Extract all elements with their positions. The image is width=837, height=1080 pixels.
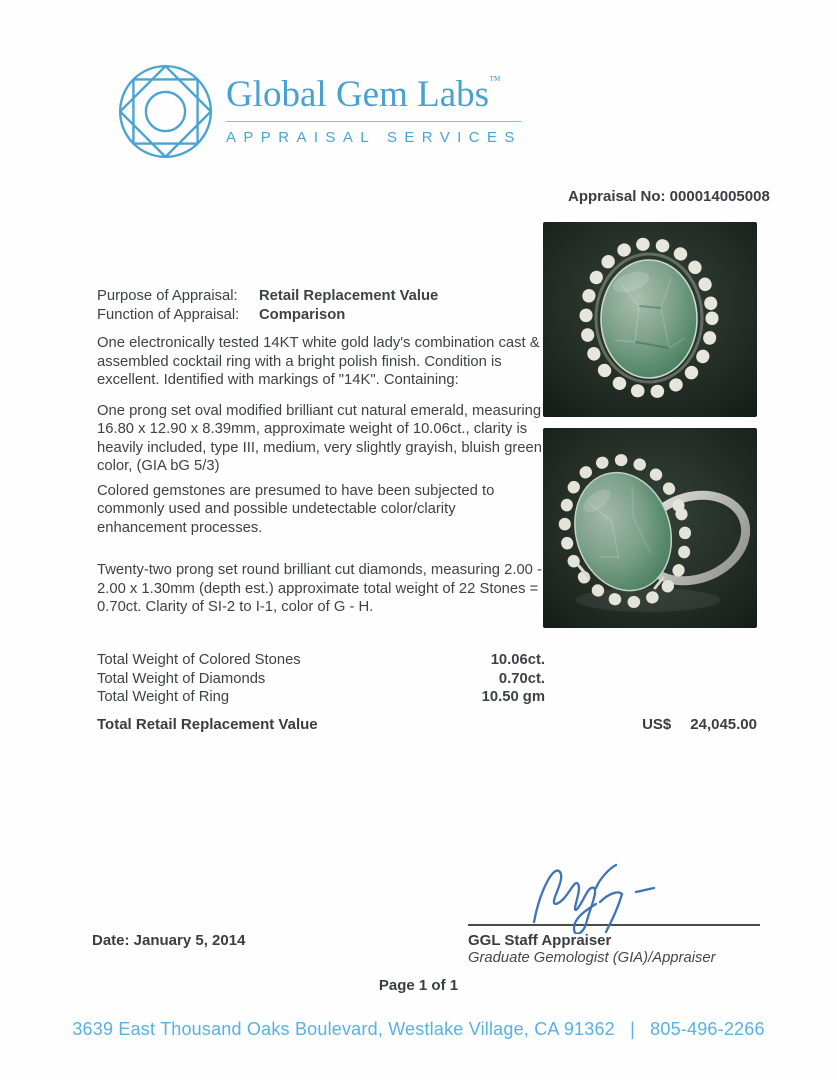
purpose-row — [97, 287, 549, 306]
brand-name-text: Global Gem Labs — [226, 74, 490, 115]
purpose-value: Retail Replacement Value — [259, 288, 439, 304]
ring-photo-side-view — [543, 428, 757, 628]
ring-weight-row — [97, 688, 545, 707]
weight-totals — [97, 651, 545, 707]
brand-logo — [116, 62, 522, 161]
brand-text — [226, 62, 522, 161]
colored-stones-weight-value: 10.06ct. — [490, 652, 545, 668]
function-label: Function of Appraisal: — [97, 306, 240, 323]
ring-weight-label: Total Weight of Ring — [97, 689, 230, 705]
appraisal-date: Date: January 5, 2014 — [92, 932, 246, 949]
diamonds-description-paragraph: Twenty-two prong set round brilliant cut diamonds, measuring 2.00 - 2.00 x 1.30mm (depth est.) approximate total weight of 22 Stones = 0.70ct. Clarity of SI-2 to I-1, color of G - H. — [97, 562, 542, 615]
colored-stones-weight-label: Total Weight of Colored Stones — [97, 652, 301, 668]
appraiser-title: Graduate Gemologist (GIA)/Appraiser — [468, 950, 716, 966]
function-row — [97, 306, 549, 325]
page-number: Page 1 of 1 — [378, 977, 459, 994]
total-value-label: Total Retail Replacement Value — [97, 716, 318, 733]
function-value: Comparison — [259, 306, 346, 323]
footer-separator: | — [630, 1019, 635, 1039]
footer-address: 3639 East Thousand Oaks Boulevard, Westlake Village, CA 91362 — [72, 1019, 615, 1039]
footer-contact — [0, 1019, 837, 1040]
appraiser-signature — [468, 864, 760, 924]
purpose-label: Purpose of Appraisal: — [97, 288, 238, 304]
appraiser-name: GGL Staff Appraiser — [468, 932, 612, 949]
gemstone-disclaimer-paragraph: Colored gemstones are presumed to have been subjected to commonly used and possible undetectable color/clarity enhancement processes. — [97, 482, 495, 536]
brand-name — [226, 74, 522, 113]
trademark-symbol: ™ — [489, 73, 501, 87]
diamonds-weight-value: 0.70ct. — [498, 670, 545, 687]
currency-label: US$ — [642, 716, 672, 733]
total-value-row — [97, 716, 757, 733]
brand-tagline: APPRAISAL SERVICES — [226, 129, 522, 146]
appraisal-number: Appraisal No: 000014005008 — [568, 188, 770, 205]
appraisal-body — [97, 287, 549, 617]
ring-description-paragraph: One electronically tested 14KT white gold lady's combination cast & assembled cocktail ring with a bright polish finish. Condition is excellent. Identified with markings of "14K". Containing: — [97, 335, 540, 388]
emerald-description-paragraph: One prong set oval modified brilliant cut natural emerald, measuring 16.80 x 12.90 x 8.39mm, approximate weight of 10.06ct., clarity is heavily included, type III, medium, very slightly grayish, bluish green color, (GIA bG 5/3) — [97, 402, 542, 474]
brand-divider — [226, 121, 522, 122]
ring-weight-value: 10.50 gm — [481, 689, 545, 705]
footer-phone: 805-496-2266 — [650, 1019, 765, 1039]
gem-logo-icon — [116, 62, 215, 161]
ring-photo-top-view — [543, 222, 757, 417]
amount-value: 24,045.00 — [690, 716, 757, 733]
diamonds-weight-label: Total Weight of Diamonds — [97, 670, 266, 687]
appraiser-signature-block — [468, 864, 760, 966]
total-value-amount — [642, 716, 757, 733]
colored-stones-weight-row — [97, 651, 545, 670]
diamonds-weight-row — [97, 670, 545, 689]
